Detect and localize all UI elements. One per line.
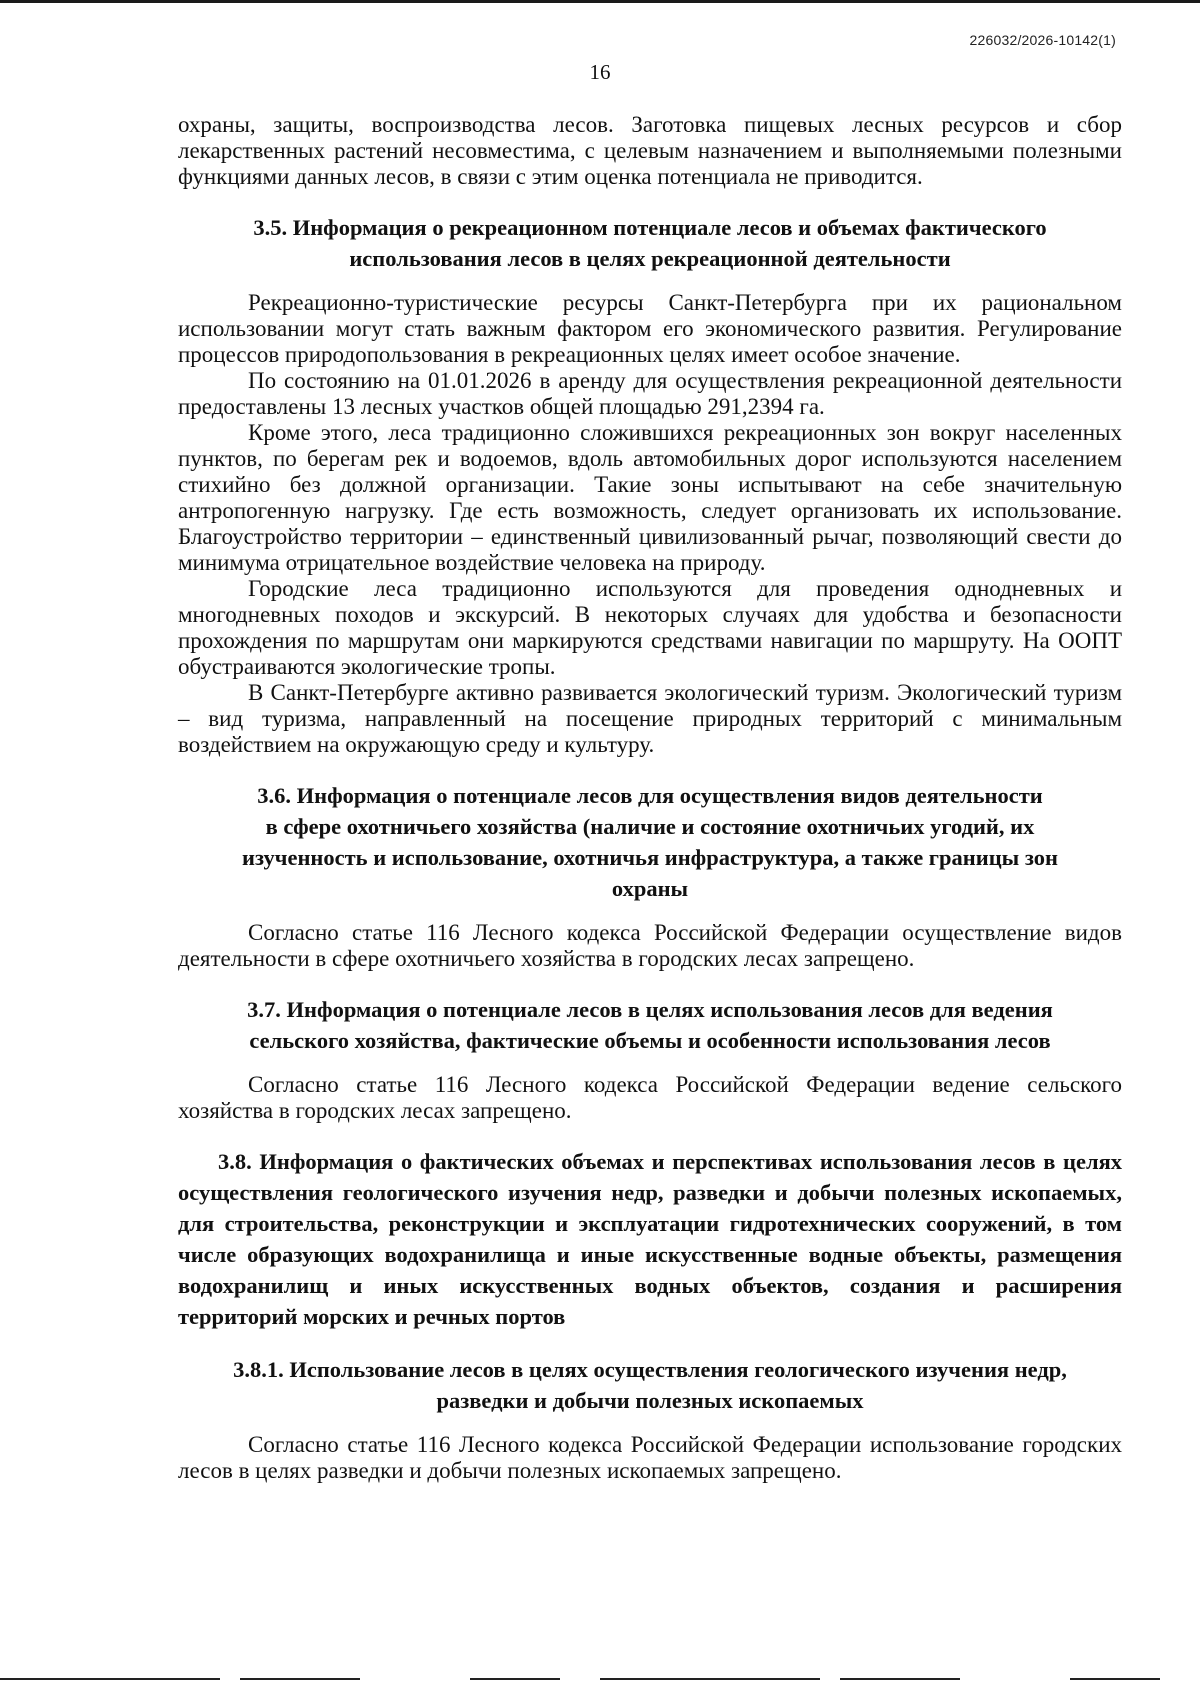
section-3-6-heading-line-1: 3.6. Информация о потенциале лесов для осуществления видов деятельности [257,783,1043,808]
section-3-6 [178,780,1122,972]
section-3-5-paragraph: В Санкт-Петербурге активно развивается экологический туризм. Экологический туризм – вид туризма, направленный на посещение природных территорий с минимальным воздействием на окружающую среду и культуру. [178,680,1122,757]
section-3-8-1 [178,1354,1122,1484]
section-3-7-heading-line-1: 3.7. Информация о потенциале лесов в целях использования лесов для ведения [247,997,1053,1022]
section-3-5-heading-line-1: 3.5. Информация о рекреационном потенциале лесов и объемах фактического [253,215,1047,240]
section-3-8 [178,1146,1122,1332]
page-number: 16 [589,60,611,84]
section-3-7 [178,994,1122,1124]
section-3-5-paragraph: По состоянию на 01.01.2026 в аренду для осуществления рекреационной деятельности предоставлены 13 лесных участков общей площадью 291,2394 га. [178,368,1122,419]
section-3-5-paragraph: Кроме этого, леса традиционно сложившихся рекреационных зон вокруг населенных пунктов, по берегам рек и водоемов, вдоль автомобильных дорог используются населением стихийно без должной организации. Такие зоны испытывают на себе значительную антропогенную нагрузку. Где есть возможность, следует организовать их использование. Благоустройство территории – единственный цивилизованный рычаг, позволяющий свести до минимума отрицательное воздействие человека на природу. [178,420,1122,575]
section-3-8-1-heading-line-2: разведки и добычи полезных ископаемых [436,1388,864,1413]
intro-paragraph: охраны, защиты, воспроизводства лесов. Заготовка пищевых лесных ресурсов и сбор лекарственных растений несовместима, с целевым назначением и выполняемыми полезными функциями данных лесов, в связи с этим оценка потенциала не приводится. [178,112,1122,189]
document-body [178,112,1122,1484]
section-3-6-paragraph: Согласно статье 116 Лесного кодекса Российской Федерации осуществление видов деятельности в сфере охотничьего хозяйства в городских лесах запрещено. [178,920,1122,971]
scan-edge-top [0,0,1200,3]
section-3-5 [178,212,1122,758]
section-3-6-heading-line-4: охраны [611,876,689,901]
section-3-5-paragraph: Городские леса традиционно используются для проведения однодневных и многодневных походов и экскурсий. В некоторых случаях для удобства и безопасности прохождения по маршрутам они маркируются средствами навигации по маршруту. На ООПТ обустраиваются экологические тропы. [178,576,1122,679]
section-3-8-1-heading-line-1: 3.8.1. Использование лесов в целях осуществления геологического изучения недр, [233,1357,1067,1382]
section-3-8-1-paragraph: Согласно статье 116 Лесного кодекса Российской Федерации использование городских лесов в целях разведки и добычи полезных ископаемых запрещено. [178,1432,1122,1483]
section-3-6-heading-line-2: в сфере охотничьего хозяйства (наличие и состояние охотничьих угодий, их [265,814,1035,839]
section-3-5-heading-line-2: использования лесов в целях рекреационной деятельности [349,246,951,271]
section-3-5-paragraph: Рекреационно-туристические ресурсы Санкт-Петербурга при их рациональном использовании могут стать важным фактором его экономического развития. Регулирование процессов природопользования в рекреационных целях имеет особое значение. [178,290,1122,367]
section-3-6-heading-line-3: изученность и использование, охотничья инфраструктура, а также границы зон [242,845,1058,870]
document-id: 226032/2026-10142(1) [969,32,1116,48]
section-3-7-paragraph: Согласно статье 116 Лесного кодекса Российской Федерации ведение сельского хозяйства в городских лесах запрещено. [178,1072,1122,1123]
scan-edge-bottom [0,1678,1200,1680]
section-3-7-heading-line-2: сельского хозяйства, фактические объемы и особенности использования лесов [249,1028,1051,1053]
section-3-8-heading: 3.8. Информация о фактических объемах и перспективах использования лесов в целях осуществления геологического изучения недр, разведки и добычи полезных ископаемых, для строительства, реконструкции и эксплуатации гидротехнических сооружений, в том числе образующих водохранилища и иные искусственные водные объекты, размещения водохранилищ и иных искусственных водных объектов, создания и расширения территорий морских и речных портов [178,1149,1122,1329]
